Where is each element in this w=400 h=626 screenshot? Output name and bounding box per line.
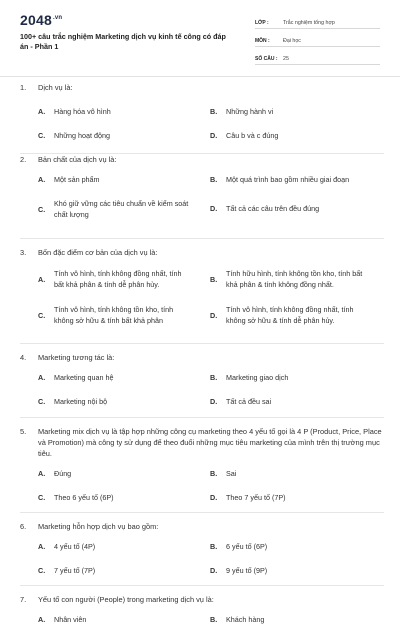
question-item (20, 418, 384, 513)
option-c[interactable] (38, 198, 193, 220)
question-prompt: Marketing hỗn hợp dịch vụ bao gồm: (38, 522, 159, 531)
question-number: 1. (20, 83, 27, 92)
option-a[interactable] (38, 268, 193, 290)
option-letter: D. (210, 397, 218, 406)
option-a[interactable] (38, 541, 193, 552)
option-c[interactable] (38, 130, 193, 141)
option-text: 7 yếu tố (7P) (54, 566, 96, 575)
option-letter: A. (38, 107, 46, 116)
question-text (20, 418, 384, 459)
option-b[interactable] (210, 106, 365, 117)
question-text (20, 78, 384, 93)
option-letter: D. (210, 311, 218, 320)
header-divider (0, 76, 400, 77)
option-text: 9 yếu tố (9P) (226, 566, 268, 575)
options (20, 532, 384, 584)
option-text: Sai (226, 469, 237, 478)
question-prompt: Dịch vụ là: (38, 83, 73, 92)
option-letter: B. (210, 175, 218, 184)
option-text: Một sản phẩm (54, 175, 100, 184)
option-text: Những hoạt động (54, 131, 110, 140)
option-letter: C. (38, 311, 46, 320)
option-text: Khách hàng (226, 615, 265, 624)
option-letter: C. (38, 205, 46, 214)
option-letter: A. (38, 175, 46, 184)
option-text: Nhân viên (54, 615, 87, 624)
options (20, 605, 384, 625)
option-letter: C. (38, 493, 46, 502)
question-item (20, 154, 384, 239)
options (20, 165, 384, 235)
option-a[interactable] (38, 106, 193, 117)
meta-row-subject (255, 30, 380, 47)
meta-value[interactable]: Đại học (283, 38, 301, 44)
option-letter: B. (210, 469, 218, 478)
question-item (20, 239, 384, 344)
option-text: Marketing quan hệ (54, 373, 114, 382)
logo-tld: .vn (52, 15, 63, 22)
option-letter: C. (38, 397, 46, 406)
option-d[interactable] (210, 492, 365, 503)
option-letter: B. (210, 615, 218, 624)
options (20, 93, 384, 153)
question-prompt: Bốn đặc điểm cơ bản của dịch vụ là: (38, 248, 158, 257)
meta-key: LỚP : (255, 20, 269, 26)
question-prompt: Marketing tương tác là: (38, 353, 115, 362)
question-text (20, 154, 384, 165)
question-number: 5. (20, 427, 27, 436)
option-text: 4 yếu tố (4P) (54, 542, 96, 551)
page-title: 100+ câu trắc nghiệm Marketing dịch vụ kinh tế công có đáp án - Phần 1 (20, 32, 226, 51)
option-b[interactable] (210, 372, 365, 383)
question-item (20, 513, 384, 586)
option-text: Những hành vi (226, 107, 274, 116)
question-text (20, 586, 384, 605)
option-letter: A. (38, 615, 46, 624)
option-text: Tính vô hình, tính không đồng nhất, tính không sở hữu & tính dễ phân hủy. (226, 305, 354, 325)
options (20, 459, 384, 511)
question-prompt: Yếu tố con người (People) trong marketing dịch vụ là: (38, 595, 214, 604)
option-text: Một quá trình bao gồm nhiều giai đoạn (226, 175, 350, 184)
option-d[interactable] (210, 304, 365, 326)
option-c[interactable] (38, 396, 193, 407)
option-text: Câu b và c đúng (226, 131, 279, 140)
option-text: Đúng (54, 469, 72, 478)
question-text (20, 239, 384, 258)
question-number: 7. (20, 595, 27, 604)
option-text: Tính hữu hình, tính không tồn kho, tính bất khả phân & tính không đồng nhất. (226, 269, 363, 289)
question-prompt: Marketing mix dịch vụ là tập hợp những công cụ marketing theo 4 yếu tố gọi là 4 P (Product, Price, Place và Promotion) mà công ty sử dụng để theo đuổi những mục tiêu marketing của mình trên thị trường mục tiêu. (38, 427, 382, 458)
question-text (20, 513, 384, 532)
option-d[interactable] (210, 130, 365, 141)
option-c[interactable] (38, 304, 193, 326)
page-header (20, 10, 380, 72)
option-text: Marketing nội bộ (54, 397, 108, 406)
option-c[interactable] (38, 565, 193, 576)
option-b[interactable] (210, 614, 365, 625)
meta-key: MÔN : (255, 38, 270, 44)
option-d[interactable] (210, 396, 365, 407)
option-c[interactable] (38, 492, 193, 503)
meta-info (255, 12, 380, 66)
question-item (20, 344, 384, 418)
option-letter: A. (38, 542, 46, 551)
question-prompt: Bản chất của dịch vụ là: (38, 155, 117, 164)
option-letter: C. (38, 566, 46, 575)
option-letter: A. (38, 469, 46, 478)
logo-text: 2048 (20, 12, 52, 28)
option-text: Hàng hóa vô hình (54, 107, 111, 116)
options (20, 363, 384, 415)
option-letter: A. (38, 373, 46, 382)
question-list (20, 78, 384, 626)
option-text: Theo 6 yếu tố (6P) (54, 493, 114, 502)
option-text: Tất cả đều sai (226, 397, 272, 406)
meta-row-count (255, 48, 380, 65)
question-number: 4. (20, 353, 27, 362)
option-text: Tính vô hình, tính không đồng nhất, tính bất khả phân & tính dễ phân hủy. (54, 269, 182, 289)
meta-key: SỐ CÂU : (255, 56, 278, 62)
option-d[interactable] (210, 203, 365, 214)
site-logo[interactable] (20, 12, 62, 28)
option-letter: D. (210, 493, 218, 502)
option-text: Khó giữ vững các tiêu chuẩn về kiểm soát chất lượng (54, 199, 189, 219)
option-letter: C. (38, 131, 46, 140)
option-letter: A. (38, 275, 46, 284)
option-letter: D. (210, 131, 218, 140)
options (20, 258, 384, 338)
option-letter: B. (210, 275, 218, 284)
meta-value: 25 (283, 56, 289, 62)
option-letter: D. (210, 204, 218, 213)
option-d[interactable] (210, 565, 365, 576)
option-text: Tính vô hình, tính không tồn kho, tính không sở hữu & tính bất khả phân (54, 305, 174, 325)
option-a[interactable] (38, 468, 193, 479)
option-letter: D. (210, 566, 218, 575)
question-number: 2. (20, 155, 27, 164)
option-a[interactable] (38, 174, 193, 185)
option-text: Theo 7 yếu tố (7P) (226, 493, 286, 502)
option-b[interactable] (210, 268, 365, 290)
option-text: Tất cả các câu trên đều đúng (226, 204, 320, 213)
option-a[interactable] (38, 372, 193, 383)
option-b[interactable] (210, 174, 365, 185)
option-letter: B. (210, 107, 218, 116)
option-text: Marketing giao dịch (226, 373, 289, 382)
question-number: 3. (20, 248, 27, 257)
option-letter: B. (210, 542, 218, 551)
meta-value[interactable]: Trắc nghiệm tổng hợp (283, 20, 335, 26)
question-item (20, 586, 384, 626)
meta-row-class (255, 12, 380, 29)
question-text (20, 344, 384, 363)
question-item (20, 78, 384, 154)
option-b[interactable] (210, 541, 365, 552)
option-letter: B. (210, 373, 218, 382)
option-b[interactable] (210, 468, 365, 479)
question-number: 6. (20, 522, 27, 531)
option-a[interactable] (38, 614, 193, 625)
option-text: 6 yếu tố (6P) (226, 542, 268, 551)
